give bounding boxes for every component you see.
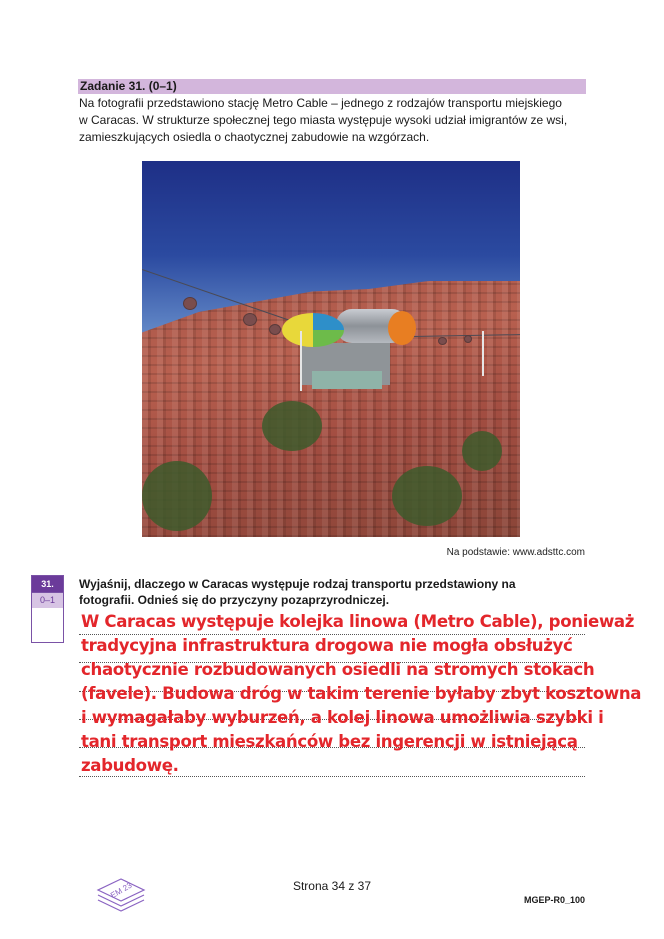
answer-line: (favele). Budowa dróg w takim terenie byłaby zbyt kosztowna [81,684,642,703]
station-sign-left [282,313,344,347]
tree [262,401,322,451]
gondola-icon [438,337,447,345]
answer-line: i wymagałaby wyburzeń, a kolej linowa umożliwia szybki i [81,708,604,727]
answer-line: chaotycznie rozbudowanych osiedli na stromych stokach [81,660,595,679]
cable-pole [482,331,484,376]
gondola-icon [183,297,197,310]
handwritten-answer[interactable] [81,610,642,778]
exam-code: MGEP-R0_100 [523,895,585,905]
task-number: 31. [32,576,63,592]
intro-line: Na fotografii przedstawiono stację Metro Cable – jednego z rodzajów transportu miejskiego [79,96,562,110]
answer-line: tradycyjna infrastruktura drogowa nie mogła obsłużyć [81,636,573,655]
tree [392,466,462,526]
gondola-icon [243,313,257,326]
score-box [31,575,64,643]
task-intro [79,95,599,146]
station-glass-base [312,371,382,389]
question-text [79,576,599,608]
page-number: Strona 34 z 37 [292,879,372,893]
station-sign-right [388,311,416,345]
intro-line: w Caracas. W strukturze społecznej tego miasta występuje wysoki udział imigrantów ze wsi, [79,113,568,127]
gondola-icon [464,335,472,343]
gondola-icon [269,324,281,335]
question-line: fotografii. Odnieś się do przyczyny pozaprzyrodniczej. [79,593,390,607]
metro-cable-photo [142,161,520,537]
tree [142,461,212,531]
answer-line: W Caracas występuje kolejka linowa (Metro Cable), ponieważ [81,612,635,631]
question-line: Wyjaśnij, dlaczego w Caracas występuje rodzaj transportu przedstawiony na [79,577,516,591]
tree [462,431,502,471]
photo-source: Na podstawie: www.adsttc.com [446,547,585,558]
svg-text:EM 23: EM 23 [108,880,134,901]
task-header: Zadanie 31. (0–1) [78,79,586,94]
cable-pole [300,331,302,391]
score-range: 0–1 [32,592,63,608]
answer-line: zabudowę. [81,756,179,775]
intro-line: zamieszkujących osiedla o chaotycznej zabudowie na wzgórzach. [79,130,430,144]
answer-line: tani transport mieszkańców bez ingerencji w istniejącą [81,732,578,751]
